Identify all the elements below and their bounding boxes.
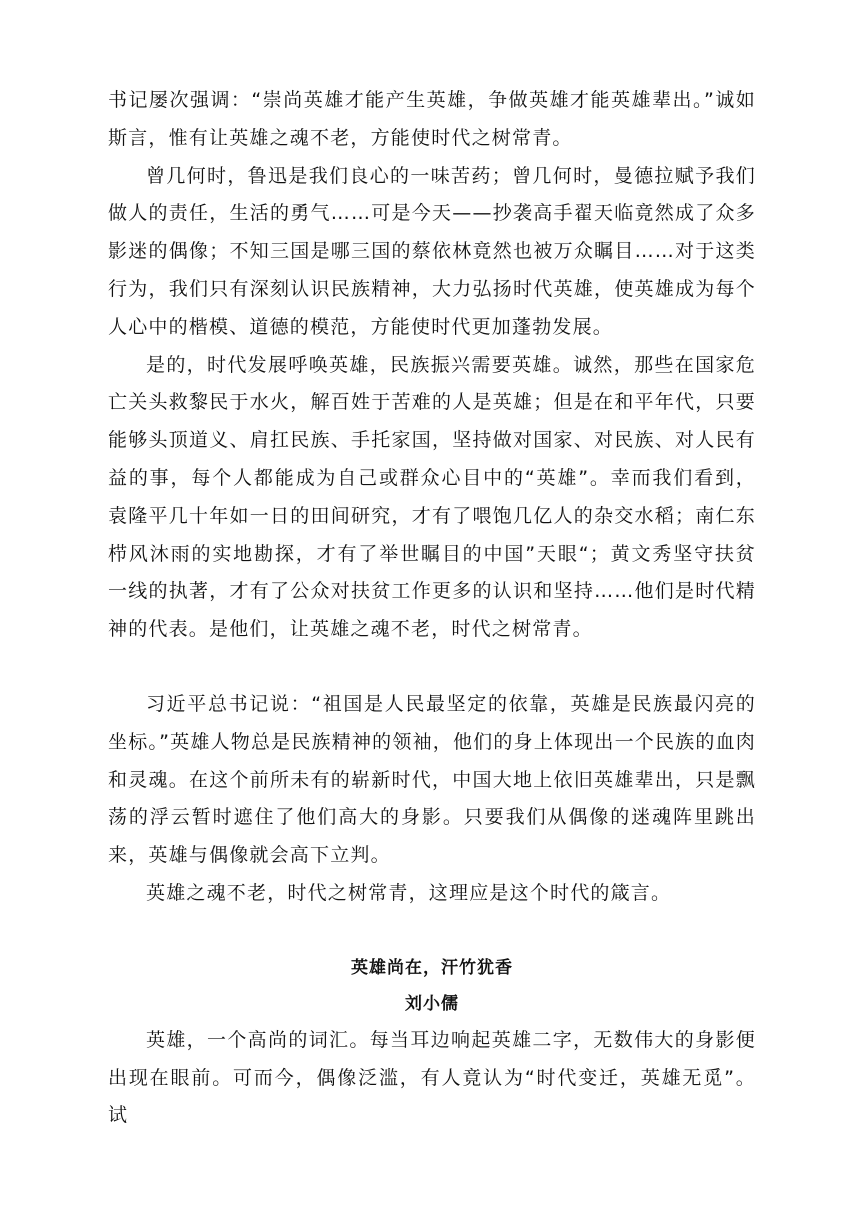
paragraph-heroes-continuation: 书记屡次强调：“崇尚英雄才能产生英雄，争做英雄才能英雄辈出。”诚如斯言，惟有让英雄之魂不老，方能使时代之树常青。 <box>108 89 756 149</box>
document-page <box>108 82 756 1135</box>
paragraph-spacer <box>108 649 756 686</box>
paragraph-hero-word: 英雄，一个高尚的词汇。每当耳边响起英雄二字，无数伟大的身影便出现在眼前。可而今，偶像泛滥，有人竟认为“时代变迁，英雄无觅”。试 <box>108 1028 756 1127</box>
section-spacer <box>108 913 756 950</box>
paragraph-era-calls-heroes: 是的，时代发展呼唤英雄，民族振兴需要英雄。诚然，那些在国家危亡关头救黎民于水火，解百姓于苦难的人是英雄；但是在和平年代，只要能够头顶道义、肩扛民族、手托家国，坚持做对国家、对民族、对人民有益的事，每个人都能成为自己或群众心目中的“英雄”。幸而我们看到，袁隆平几十年如一日的田间研究，才有了喂饱几亿人的杂交水稻；南仁东栉风沐雨的实地勘探，才有了举世瞩目的中国”天眼“；黄文秀坚守扶贫一线的执著，才有了公众对扶贫工作更多的认识和坚持……他们是时代精神的代表。是他们，让英雄之魂不老，时代之树常青。 <box>108 353 756 641</box>
paragraph-lu-xun-mandela: 曾几何时，鲁迅是我们良心的一味苦药；曾几何时，曼德拉赋予我们做人的责任，生活的勇气……可是今天——抄袭高手翟天临竟然成了众多影迷的偶像；不知三国是哪三国的蔡依林竟然也被万众瞩目……对于这类行为，我们只有深刻认识民族精神，大力弘扬时代英雄，使英雄成为每个人心中的楷模、道德的模范，方能使时代更加蓬勃发展。 <box>108 164 756 338</box>
paragraph-xi-quote: 习近平总书记说：“祖国是人民最坚定的依靠，英雄是民族最闪亮的坐标。”英雄人物总是民族精神的领袖，他们的身上体现出一个民族的血肉和灵魂。在这个前所未有的崭新时代，中国大地上依旧英雄辈出，只是飘荡的浮云暂时遮住了他们高大的身影。只要我们从偶像的迷魂阵里跳出来，英雄与偶像就会高下立判。 <box>108 692 756 867</box>
article-title: 英雄尚在，汗竹犹香 <box>351 957 513 978</box>
article-author: 刘小儒 <box>405 993 459 1014</box>
paragraph-motto: 英雄之魂不老，时代之树常青，这理应是这个时代的箴言。 <box>146 881 672 904</box>
